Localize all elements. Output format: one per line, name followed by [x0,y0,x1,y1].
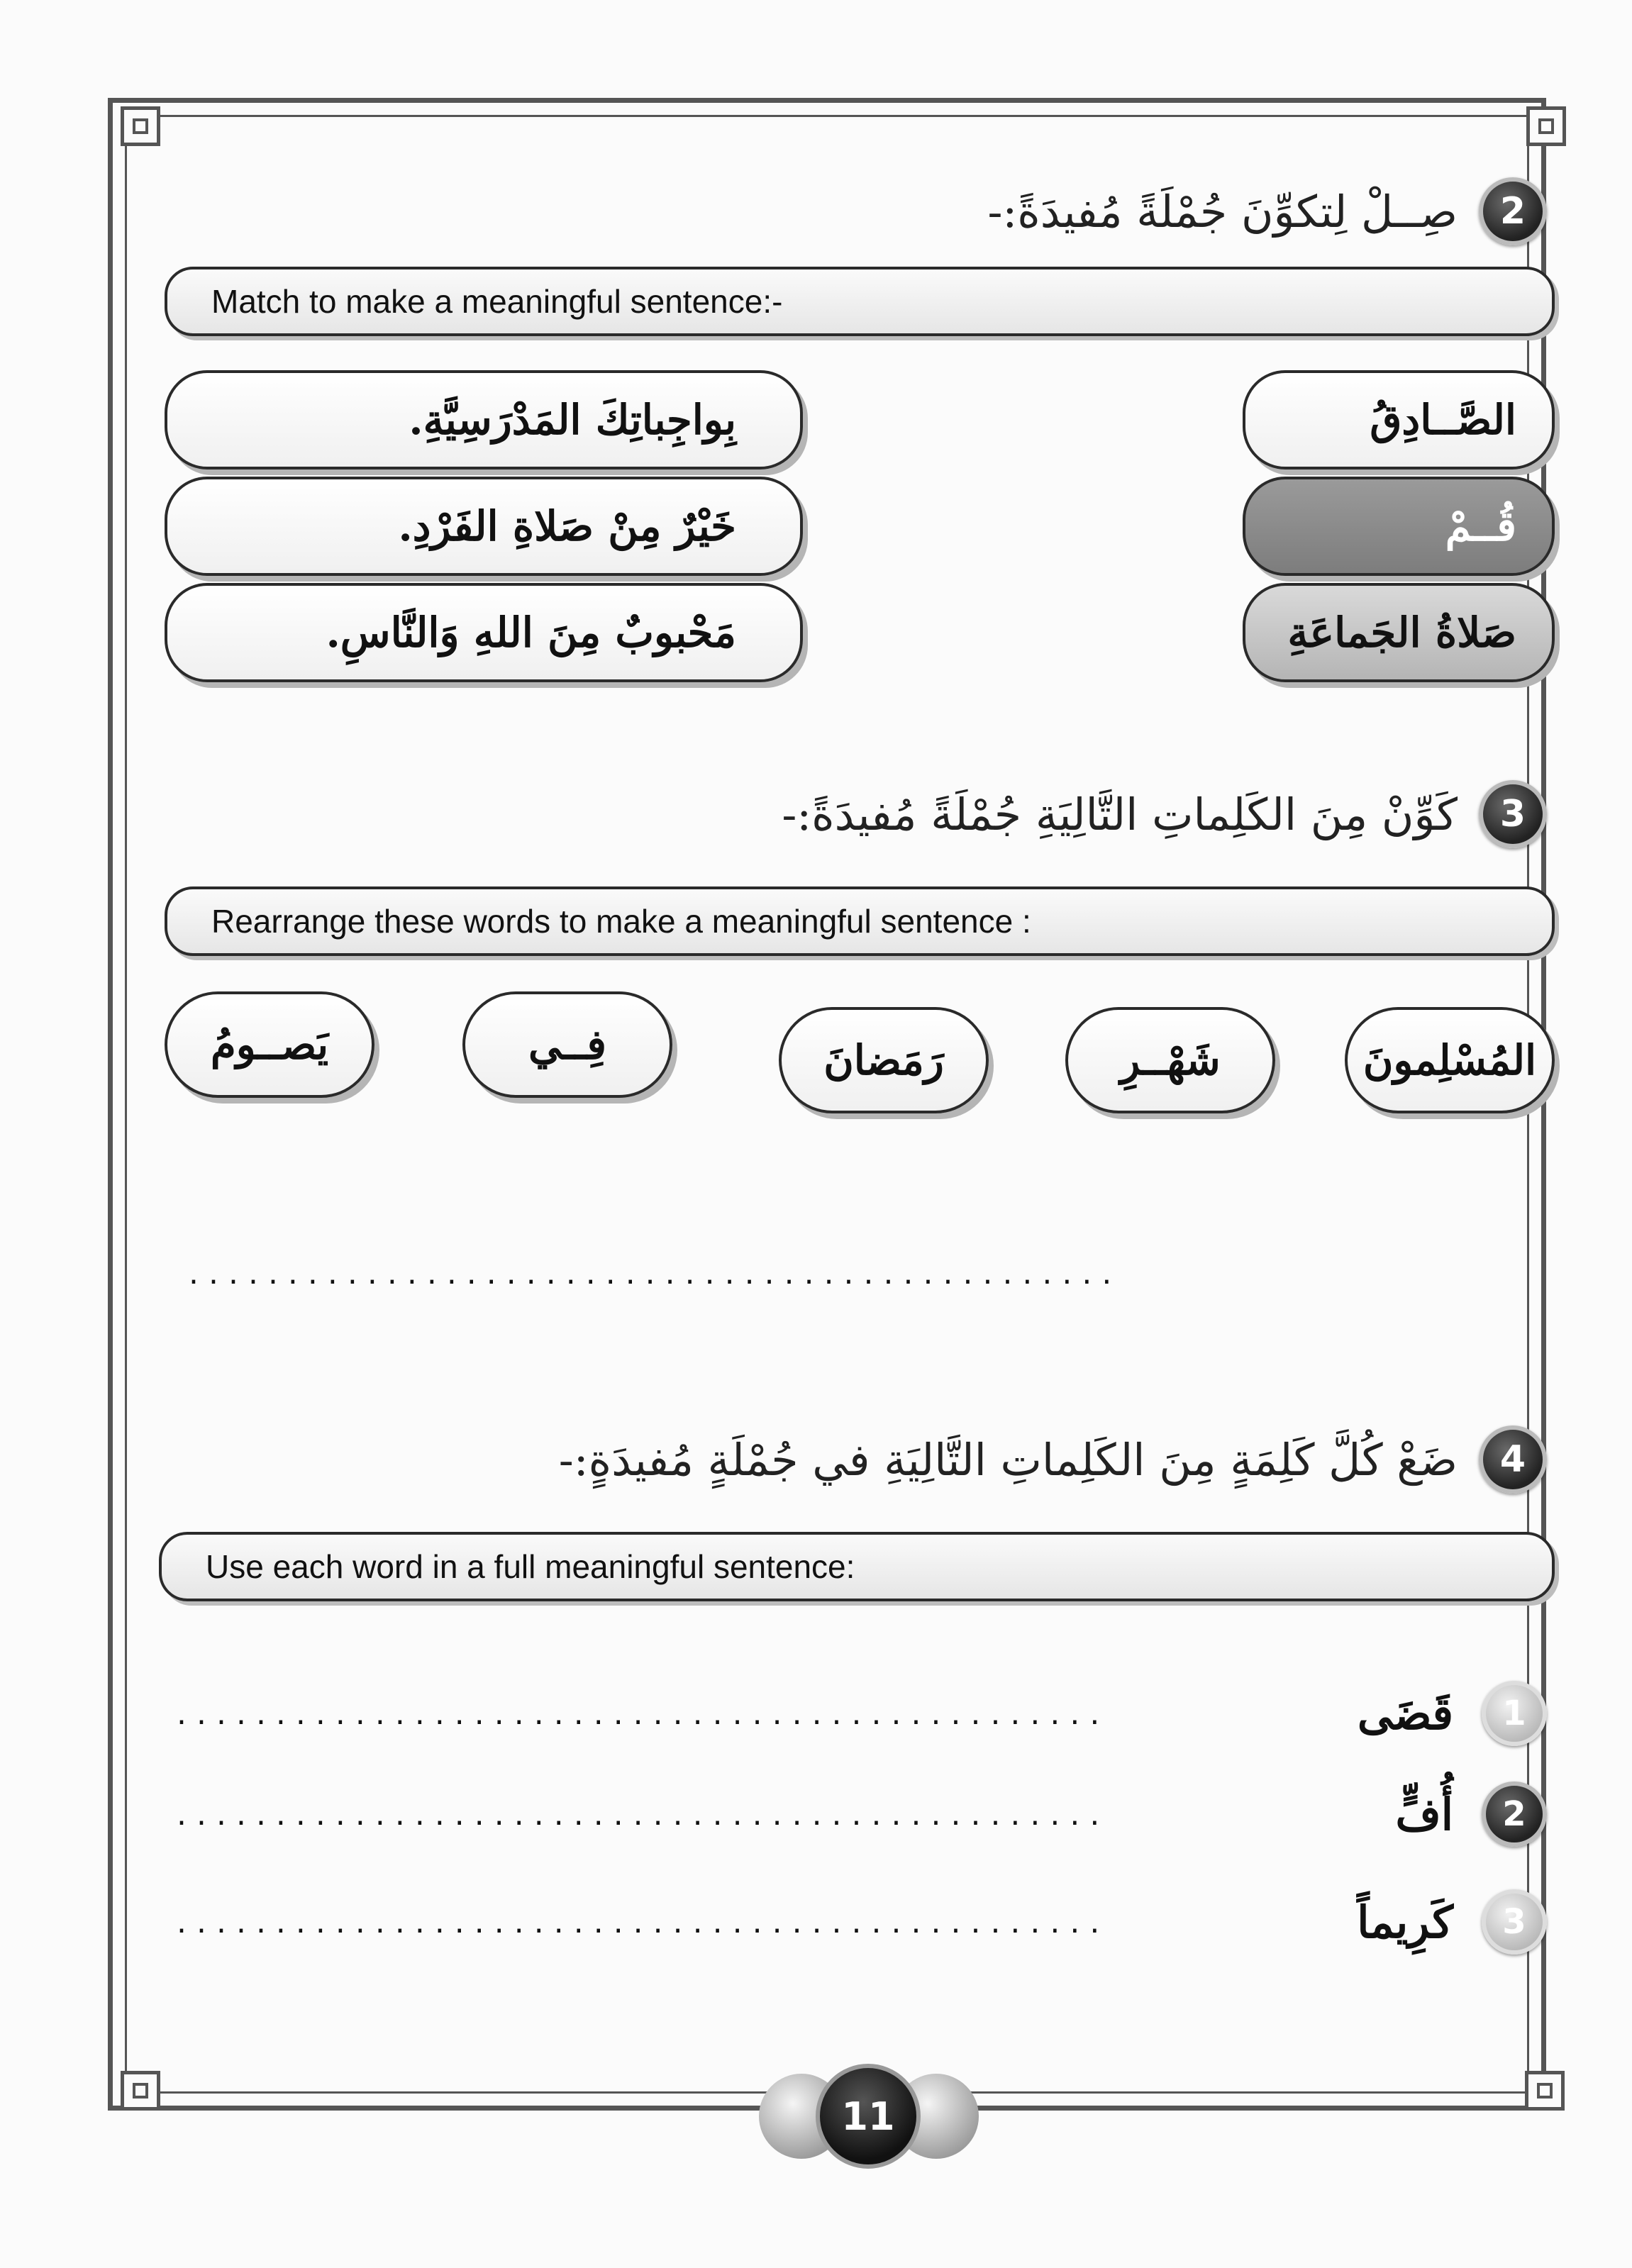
frame-corner-bottom-left [121,2071,160,2111]
item-word: كَرِيماً [1357,1896,1453,1948]
page-number: 11 [816,2064,921,2169]
word-card-1[interactable]: المُسْلِمونَ [1345,1007,1555,1113]
match-left-item-1[interactable]: بِواجِباتِكَ المَدْرَسِيَّةِ. [165,370,803,469]
section2-heading-text: صِــلْ لِتكوِّنَ جُمْلَةً مُفيدَةً:- [987,185,1458,238]
sentence-item-1 [177,1681,1547,1746]
section3-heading-text: كَوِّنْ مِنَ الكَلِماتِ التَّالِيَةِ جُمْلَةً مُفيدَةً:- [782,788,1458,840]
section4-heading [559,1425,1547,1494]
word-card-2[interactable]: شَهْــرِ [1065,1007,1275,1113]
item-number-badge: 2 [1482,1781,1547,1847]
word-card-5[interactable]: يَصــومُ [165,991,374,1098]
match-left-item-3[interactable]: مَحْبوبٌ مِنَ اللهِ وَالنَّاسِ. [165,583,803,682]
match-right-item-2[interactable]: قُــمْ [1243,477,1555,576]
section3-instruction: Rearrange these words to make a meaningful sentence : [165,886,1555,956]
match-left-item-2[interactable]: خَيْرٌ مِنْ صَلاةِ الفَرْدِ. [165,477,803,576]
item-answer-line[interactable]: ............................................... [177,1903,1110,1940]
item-word: أُفٍّ [1395,1788,1453,1840]
section4-number-badge: 4 [1479,1425,1547,1494]
section3-answer-line[interactable]: ............................................... [189,1255,1122,1291]
word-card-3[interactable]: رَمَضانَ [779,1007,989,1113]
section4-heading-text: ضَعْ كُلَّ كَلِمَةٍ مِنَ الكَلِماتِ التَّالِيَةِ في جُمْلَةٍ مُفيدَةٍ:- [558,1433,1458,1486]
match-right-item-1[interactable]: الصَّــادِقُ [1243,370,1555,469]
frame-corner-bottom-right [1525,2071,1565,2111]
item-answer-line[interactable]: ............................................... [177,1796,1110,1833]
frame-corner-top-right [1526,106,1566,146]
sentence-item-3 [177,1889,1547,1955]
item-answer-line[interactable]: ............................................... [177,1695,1110,1732]
frame-corner-top-left [121,106,160,146]
sentence-item-2 [177,1781,1547,1847]
section2-number-badge: 2 [1479,177,1547,245]
word-card-4[interactable]: فِــي [462,991,672,1098]
section4-instruction: Use each word in a full meaningful sentence: [159,1532,1555,1601]
section2-heading [987,177,1547,245]
section3-heading [782,780,1547,848]
page-number-ornament [752,2064,979,2170]
item-number-badge: 3 [1482,1889,1547,1955]
section3-number-badge: 3 [1479,780,1547,848]
match-right-item-3[interactable]: صَلاةُ الجَماعَةِ [1243,583,1555,682]
item-number-badge: 1 [1482,1681,1547,1746]
item-word: قَضَى [1357,1687,1453,1740]
section2-instruction: Match to make a meaningful sentence:- [165,267,1555,336]
